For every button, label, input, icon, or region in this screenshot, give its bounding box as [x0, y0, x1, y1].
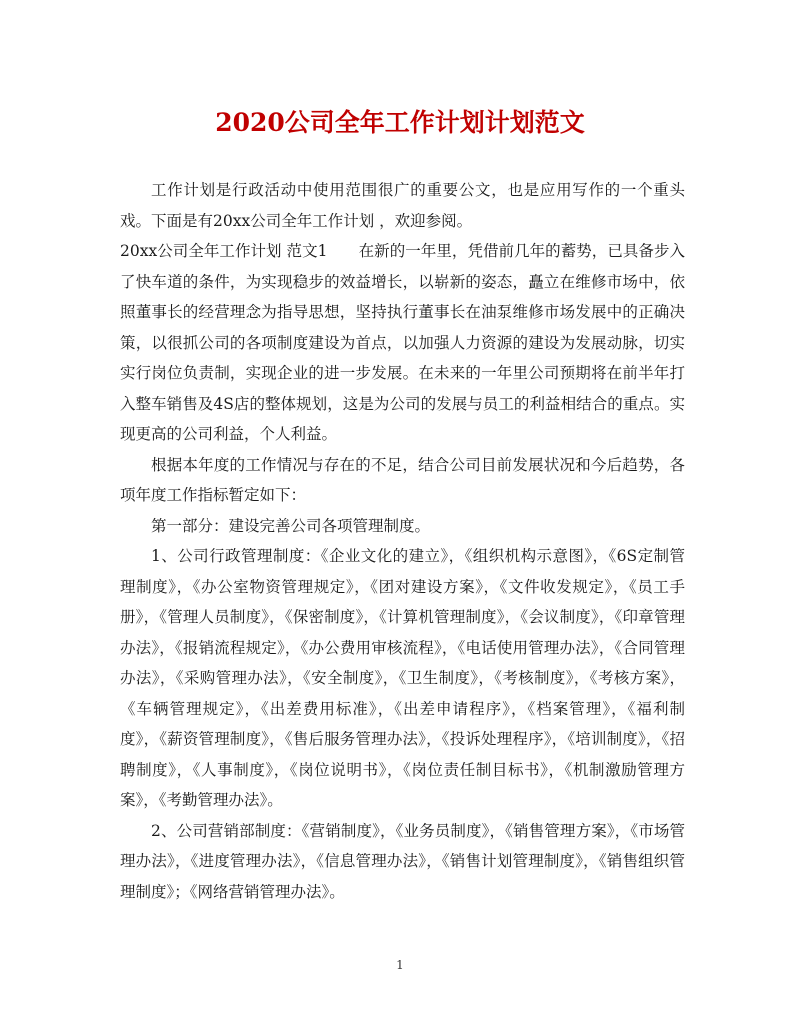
paragraph-marketing-rules: 2、公司营销部制度：《营销制度》，《业务员制度》，《销售管理方案》，《市场管理办法》，《进度管理办法》，《信息管理办法》，《销售计划管理制度》，《销售组织管理制度》；《网络营销管理办法》。 [120, 821, 685, 901]
paragraph-admin-rules: 1、公司行政管理制度：《企业文化的建立》，《组织机构示意图》，《6S定制管理制度》，《办公室物资管理规定》，《团对建设方案》，《文件收发规定》，《员工手册》，《管理人员制度》，《保密制度》，《计算机管理制度》，《会议制度》，《印章管理办法》，《报销流程规定》，《办公费用审核流程》，《电话使用管理办法》，《合同管理办法》，《采购管理办法》，《安全制度》，《卫生制度》，《考核制度》，《考核方案》，《车辆管理规定》，《出差费用标准》，《出差申请程序》，《档案管理》，《福利制度》，《薪资管理制度》，《售后服务管理办法》，《投诉处理程序》，《培训制度》，《招聘制度》，《人事制度》，《岗位说明书》，《岗位责任制目标书》，《机制激励管理方案》，《考勤管理办法》。 [120, 547, 685, 809]
document-body [120, 175, 685, 907]
page-number: 1 [396, 958, 404, 972]
paragraph-intro: 工作计划是行政活动中使用范围很广的重要公文，也是应用写作的一个重头戏。下面是有20xx公司全年工作计划 ，欢迎参阅。 [120, 181, 685, 230]
document-title: 2020公司全年工作计划计划范文 [215, 108, 585, 137]
paragraph-targets: 根据本年度的工作情况与存在的不足，结合公司目前发展状况和今后趋势，各项年度工作指标暂定如下： [120, 455, 685, 504]
paragraph-plan-1: 20xx公司全年工作计划 范文1 在新的一年里，凭借前几年的蓄势，已具备步入了快车道的条件，为实现稳步的效益增长，以崭新的姿态，矗立在维修市场中，依照董事长的经营理念为指导思想，坚持执行董事长在油泵维修市场发展中的正确决策，以很抓公司的各项制度建设为首点，以加强人力资源的建设为发展动脉，切实实行岗位负责制，实现企业的进一步发展。在未来的一年里公司预期将在前半年打入整车销售及4S店的整体规划，这是为公司的发展与员工的利益相结合的重点。实现更高的公司利益，个人利益。 [120, 242, 685, 443]
paragraph-part-one: 第一部分：建设完善公司各项管理制度。 [151, 516, 431, 535]
